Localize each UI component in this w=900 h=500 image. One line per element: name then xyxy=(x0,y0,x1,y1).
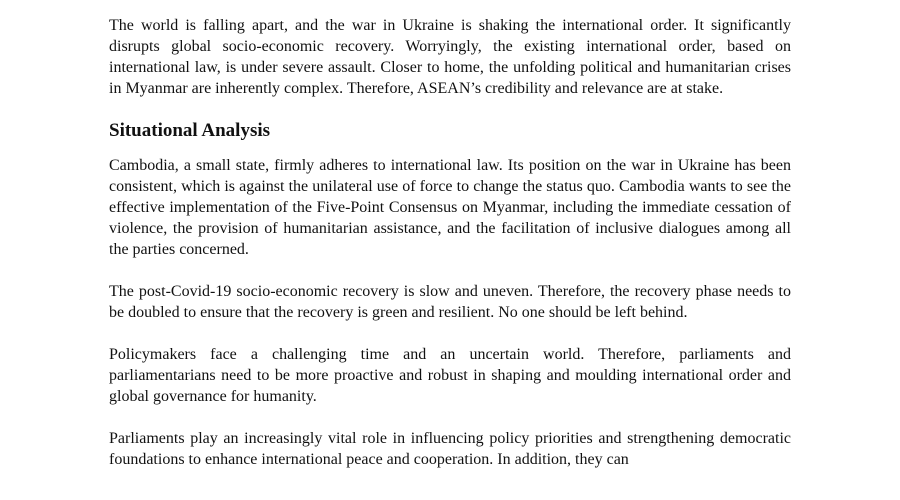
document-body xyxy=(109,15,791,491)
paragraph-intro: The world is falling apart, and the war in Ukraine is shaking the international order. It significantly disrupts global socio-economic recovery. Worryingly, the existing international order, based on international law, is under severe assault. Closer to home, the unfolding political and humanitarian crises in Myanmar are inherently complex. Therefore, ASEAN’s credibility and relevance are at stake. xyxy=(109,17,791,97)
section-heading: Situational Analysis xyxy=(109,120,271,141)
paragraph-parliaments: Parliaments play an increasingly vital role in influencing policy priorities and strengthening democratic foundations to enhance international peace and cooperation. In addition, they can xyxy=(109,430,791,468)
paragraph-cambodia: Cambodia, a small state, firmly adheres to international law. Its position on the war in Ukraine has been consistent, which is against the unilateral use of force to change the status quo. Cambodia wants to see the effective implementation of the Five-Point Consensus on Myanmar, including the immediate cessation of violence, the provision of humanitarian assistance, and the facilitation of inclusive dialogues among all the parties concerned. xyxy=(109,157,791,258)
paragraph-covid-recovery: The post-Covid-19 socio-economic recovery is slow and uneven. Therefore, the recovery phase needs to be doubled to ensure that the recovery is green and resilient. No one should be left behind. xyxy=(109,283,791,321)
paragraph-policymakers: Policymakers face a challenging time and an uncertain world. Therefore, parliaments and parliamentarians need to be more proactive and robust in shaping and moulding international order and global governance for humanity. xyxy=(109,346,791,405)
